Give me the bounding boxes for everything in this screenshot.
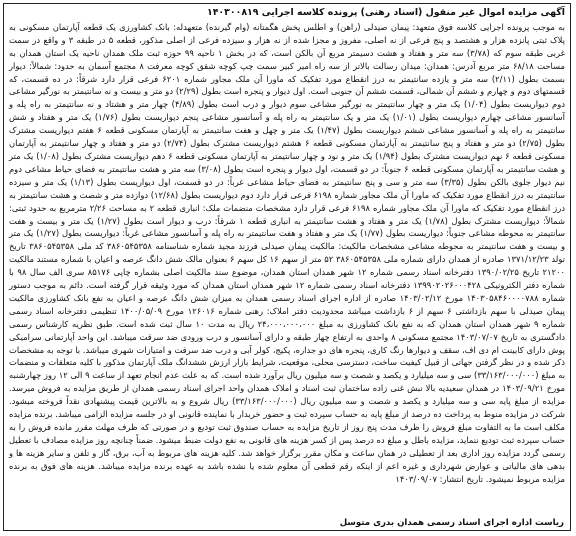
notice-body: به موجب پرونده اجرایی کلاسه فوق متعهد: پیمان صیدلی (راهن) و اطلس پخش هگمتانه (وام گیرنده) متعهدله: بانک کشاورزی یک قطعه آپارتمان مسکونی به پلاک ثبتی پانزده هزار و هشتصد و پنج فرعی از نه اصلی، مفروز و مجزا شده از نه هزار و سیزده فرعی از اصلی مذکور، قطعه ۵ در طبقه ۳ و واقع در سمت غربی طبقه سوم که (۳/۷۸) سه متر و هفتاد و هشت دسیمتر مربع آن بالکن است، که در بخش ۱ ناحیه ۹۹ حوزه ثبت ملک همدان ناحیه یک استان همدان به مساحت ۶۸/۱۸ متر مربع آدرس: همدان: میدان رسالت بالاتر از سه راه امیر کبیر سمت چپ کوچه شقق کوچه معرفت ۸ مجتمع آسمان به حدود: شمالاً: دیوار بسمت بطول (۲/۱۱) سه متر و یازده سانتیمتر به درز انقطاع مورد تفکیک که ماورا آن ملک مجاور شماره ۶۲۰۱ فرعی قرار دارد شرقاً: در ده قسمت، که قسمتهای دوم و چهارم و ششم آن شمالی، قسمت ششم آن جنوبی است. اول دیوار و پنجره است بطول (۲/۲۹) دو متر و بیست و نه سانتیمتر به نورگیر مشاعی دوم دیواریست بطول (۱/۰۴) یک متر و چهار سانتیمتر به نورگیر مشاعی سوم دیوار و درب است بطول (۴/۸۹) چهار متر و هشتاد و نه سانتیمتر به راه پله و آسانسور مشاعی چهارم دیواریست بطول (۱/۰۱) یک متر و یک سانتیمتر به راه پله و آسانسور مشاعی پنجم دیواریست بطول (۱/۷۶) یک متر و هفتاد و شش سانتیمتر به راه پله و آسانسور مشاعی ششم دیواریست بطول (۱/۴۷) یک متر و چهل و هفت سانتیمتر به آپارتمان مسکونی قطعه ۶ هفتم دیواریست مشترک بطول (۲/۷۵) دو متر و هفتاد و پنج سانتیمتر به آپارتمان مسکونی قطعه ۶ هشتم دیواریست مشترک بطول (۲/۷۴) دو متر و هفتاد و چهار سانتیمتر به آپارتمان مسکونی قطعه ۶ نهم دیواریست مشترک بطول (۱/۹۴) یک متر و نود و چهار سانتیمتر به آپارتمان مسکونی قطعه ۶ دهم دیواریست مشترک بطول (۱/۰۸) یک متر و هشت سانتیمتر به آپارتمان مسکونی قطعه ۶ جنوباً: در دو قسمت، اول دیوار و پنجره است بطول (۳/۰۸) سه متر و هشت سانتیمتر به فضای حیاط مشاعی دوم نیم دیوار جلوی بالکن بطول (۳/۳۵) سه متر و سی و پنج سانتیمتر به فضای حیاط مشاعی غرباً: در دو قسمت، اول دیواریست بطول (۱/۱۳) یک متر و سیزده سانتیمتر به درز انقطاع مورد تفکیک که ماورا آن ملک مجاور شماره ۶۱۹۸ فرعی قرار دارد دوم دیواریست بطول (۱۲/۶۸) دوازده متر و شصت و هشت سانتیمتر به درز انقطاع مورد تفکیک که ماورا آن ملک مجاور شماره ۶۱۹۸ فرعی قرار دارد مشخصات منضمات ملک: انباری قطعه ۲ به مساحت ۲/۲۶ مترمربع به حدود ثبتی: شمالاً: دیواریست مشترک بطول (۱/۷۸) یک متر و هفتاد و هشت سانتیمتر به انباری قطعه ۱ شرقاً: درب و دیوار است بطول (۱/۲۷) یک متر و بیست و هفت سانتیمتر به محوطه مشاعی جنوباً: دیواریست بطول (۱/۷۷) یک متر و هفتاد و هفت سانتیمتر به راه پله و آسانسور مشاعی غرباً: دیواریست بطول (۱/۲۷) یک متر و بیست و هفت سانتیمتر به محوطه مشاعی مشخصات مالکیت: مالکیت پیمان صیدلی فرزند مجید شماره شناسنامه ۳۸۶۰۵۴۵۳۵۸ کد ملی ۳۸۶۰۵۴۵۳۵۸ تاریخ تولد ۱۳۷۱/۱۲/۲۳ صادره از همدان دارای شماره ملی ۳۸۶۰۵۴۵۳۵۸ ۵۲ متر از سهم ۱۶ کل سهم ۶ بعنوان مالک شش دانگ عرصه و اعیان با شماره مستند مالکیت ۲۱۲۰۰ تاریخ ۱۳۹۰/۰۲/۲۵ دفترخانه اسناد رسمی شماره ۱۲ شهر همدان استان همدان، موضوع سند مالکیت اصلی بشماره چاپی ۸۵۱۷۶ سری الف سال ۹۸ با شماره دفتر الکترونیکی ۱۳۹۹۰۲۰۲۶۰۰۰۴۲۸ دفترخانه اسناد رسمی شماره ۱۲ شهر همدان استان همدان که مورد وثیقه قرار گرفته است. دائم به موجب دستور شماره ۱۴۰۳۰۵۸۴۶۰۰۰۰۷۸۸ مورخ ۱۴۰۳/۰۲/۱۲ صادره از اداره اجرای اسناد رسمی همدان به میزان شش دانگ عرصه و اعیان به نفع بانک کشاورزی مالکیت پیمان صیدلی با سهم بازداشتی ۶ سهم از ۶ بازداشت میباشد محدودیت دفتر املاک: رهنی شماره ۱۲۶۰۱۶ مورخ ۱۴۰۰/۰۵/۰۹ تنظیمی دفترخانه اسناد رسمی شماره ۹ شهر همدان استان همدان که به نفع بانک کشاورزی به مبلغ ۲۴،۰۰۰،۰۰۰،۰۰۰ ریال به مدت ۱۰ سال ثبت شده است. طبق نظریه کارشناس رسمی دادگستری به تاریخ ۱۴۰۳/۰۷/۰۷ مجتمع مسکونی ۸ واحدی به ارتفاع چهار طبقه و دارای آسانسور و درب ورودی ضد سرقت میباشد. این واحد آپارتمانی سرامیکی پوش دارای کابینت ام دی اف، سقف و دیوارها رنگ کاری، پنجره های دو جداره، پکیج، کولر آبی و درب ضد سرقت و امتیازات شهری میباشد. با توجه به مشخصات ذکر شده و در نظر گرفتن جهاتی از قبیل کیفیت ساخت، دسترسی محلی، موقعیت، شرایط بازار ارزش ششدانگ ملک آپارتمان مذکور با کلیه متعلقات و منضمات به مبلغ (۳۳/۱۶۳/۰۰۰/۰۰۰) سی و سه میلیارد و یکصد و شصت و سه میلیون ریال برآورد شده است. که به علت عدم انجام تعهد از ساعت ۹ الی ۱۲ روز چهارشنبه مورخ ۱۴۰۳/۰۹/۲۱ در همدان سعیدیه بالا نبش غنی زاده ساختمان ثبت اسناد و املاک همدان واحد اجرای اسناد رسمی همدان از طریق مزایده به فروش میرسد. مزایده از مبلغ پایه سی و سه میلیارد و یکصد و شصت و سه میلیون ریال (۳۳/۱۶۳/۰۰۰/۰۰۰) ریال شروع و به بالاترین قیمت پیشنهادی نقداً فروخته میشود. شرکت در مزایده منوط به پرداخت ده درصد از مبلغ پایه به حساب سپرده ثبت و حضور خریدار با نماینده قانونی او در جلسه مزایده الزامی میباشد. برنده مزایده مکلف است ما به التفاوت مبلغ فروش را ظرف مدت پنج روز از تاریخ مزایده به حساب صندوق ثبت تودیع و در صورتی که ظرف مهلت مقرر مانده فروش را به حساب سپرده ثبت تودیع ننماید، مزایده باطل و مبلغ ده درصد پس از کسر هزینه های قانونی به نفع دولت ضبط میشود. ضمناً چنانچه روز مزایده مصادف با تعطیل رسمی گردد مزایده روز اداری بعد از تعطیلی در همان ساعت و مکان مقرر برگزار خواهد شد. کلیه هزینه های مربوط به آب، برق، گاز و تلفن و سایر هزینه ها و بدهی های مالیاتی و عوارض شهرداری و غیره اعم از اینکه رقم قطعی آن معلوم شده یا نشده باشد به عهده برنده مزایده میباشد. هزینه های فوق به برنده مزایده مربوط نمیشود. تاریخ انتشار: ۱۴۰۳/۰۹/۰۷ xyxy=(9,21,566,484)
notice-text xyxy=(4,4,570,486)
notice-title: آگهی مزایده اموال غیر منقول (اسناد رهنی) پرونده کلاسه اجرایی ۱۴۰۳۰۰۸۱۹ xyxy=(206,7,565,18)
auction-notice xyxy=(3,3,571,531)
notice-signature: ریاست اداره اجرای اسناد رسمی همدان بدری متوسل xyxy=(339,518,564,528)
